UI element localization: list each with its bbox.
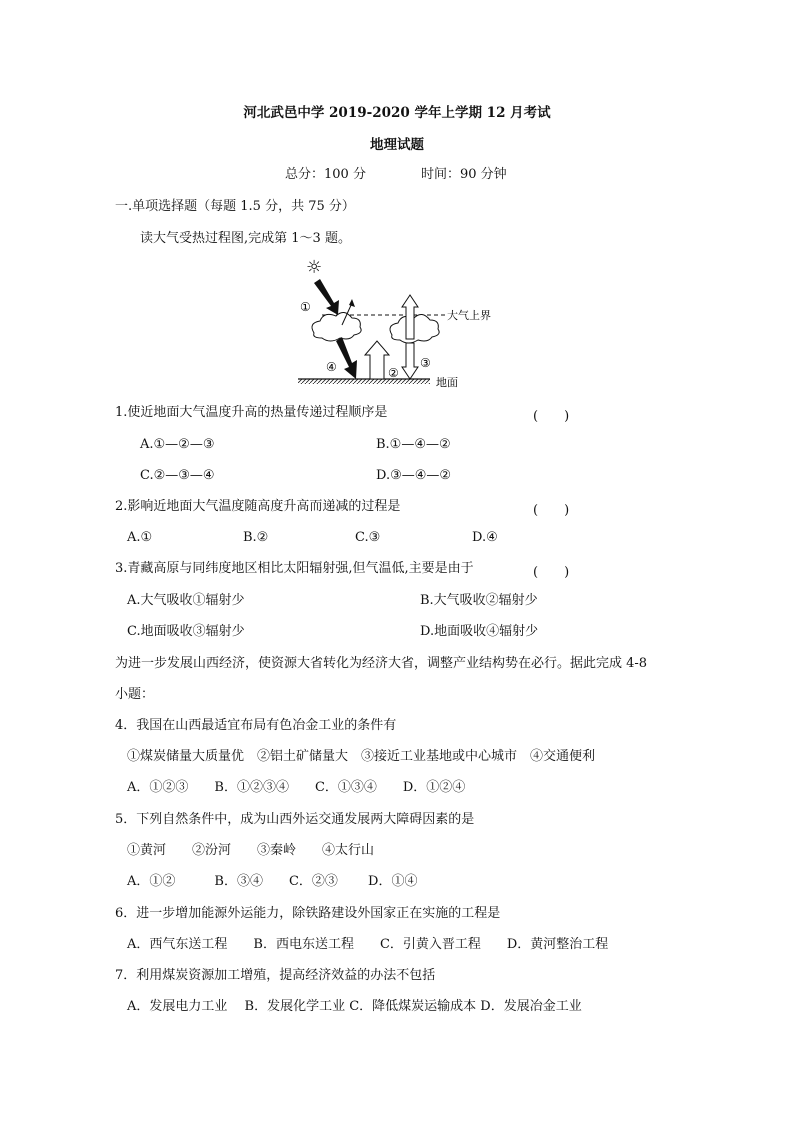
cloud-left	[312, 312, 361, 341]
ground-label: 地面	[436, 376, 458, 389]
q2-option-a: A.①	[127, 530, 153, 545]
q7-stem: 7．利用煤炭资源加工增殖，提高经济效益的办法不包括	[115, 968, 436, 983]
passage-line-2: 小题：	[115, 687, 155, 702]
q6-options: A．西气东送工程 B．西电东送工程 C．引黄入晋工程 D．黄河整治工程	[127, 937, 609, 952]
q5-stem: 5．下列自然条件中，成为山西外运交通发展两大障碍因素的是	[115, 812, 475, 827]
section-heading: 一.单项选择题（每题 1.5 分，共 75 分）	[115, 199, 355, 214]
ground-radiation-arrow	[365, 341, 389, 379]
mark-4: ④	[326, 360, 337, 374]
q1-option-b: B.①—④—②	[376, 437, 451, 452]
q1-option-d: D.③—④—②	[376, 468, 452, 483]
total-score: 总分：100 分	[285, 167, 366, 182]
q1-stem: 1.使近地面大气温度升高的热量传递过程顺序是	[115, 405, 388, 420]
q4-items: ①煤炭储量大质量优 ②铝土矿储量大 ③接近工业基地或中心城市 ④交通便利	[127, 749, 596, 764]
q1-option-a: A.①—②—③	[140, 437, 215, 452]
cloud-right	[390, 314, 439, 343]
ground-hatch	[298, 379, 430, 384]
q3-stem: 3.青藏高原与同纬度地区相比太阳辐射强,但气温低,主要是由于	[115, 561, 474, 576]
q3-option-d: D.地面吸收④辐射少	[420, 624, 539, 639]
mark-1: ①	[300, 300, 311, 314]
q3-option-c: C.地面吸收③辐射少	[127, 624, 245, 639]
q5-items: ①黄河 ②汾河 ③秦岭 ④太行山	[127, 843, 375, 858]
q4-options: A．①②③ B．①②③④ C．①③④ D．①②④	[127, 780, 466, 795]
upper-boundary-label: 大气上界	[447, 309, 491, 322]
mark-2: ②	[388, 366, 399, 380]
sun-icon: ☼	[306, 257, 323, 278]
q2-option-b: B.②	[243, 530, 269, 545]
q6-stem: 6．进一步增加能源外运能力，除铁路建设外国家正在实施的工程是	[115, 906, 501, 921]
solar-radiation-arrow	[314, 279, 339, 315]
q3-option-a: A.大气吸收①辐射少	[127, 593, 245, 608]
passage-line-1: 为进一步发展山西经济，使资源大省转化为经济大省，调整产业结构势在必行。据此完成 4-8	[115, 656, 648, 671]
q1-answer-blank: ( )	[533, 409, 570, 424]
q2-option-c: C.③	[355, 530, 381, 545]
q1-option-c: C.②—③—④	[140, 468, 215, 483]
atmosphere-heating-diagram	[290, 255, 510, 395]
q7-options: A．发展电力工业 B．发展化学工业 C．降低煤炭运输成本 D．发展冶金工业	[127, 999, 582, 1014]
counter-radiation-arrow	[402, 343, 418, 379]
section-intro: 读大气受热过程图,完成第 1～3 题。	[140, 231, 351, 246]
q3-option-b: B.大气吸收②辐射少	[420, 593, 538, 608]
exam-subject: 地理试题	[370, 137, 424, 153]
q2-answer-blank: ( )	[533, 503, 570, 518]
q5-options: A．①② B．③④ C．②③ D．①④	[127, 874, 418, 889]
mark-3: ③	[420, 356, 431, 370]
q3-answer-blank: ( )	[533, 565, 570, 580]
exam-title: 河北武邑中学 2019-2020 学年上学期 12 月考试	[243, 105, 551, 121]
q4-stem: 4．我国在山西最适宜布局有色冶金工业的条件有	[115, 718, 397, 733]
q2-stem: 2.影响近地面大气温度随高度升高而递减的过程是	[115, 499, 401, 514]
q2-option-d: D.④	[472, 530, 498, 545]
exam-time: 时间：90 分钟	[421, 167, 507, 182]
solar-to-ground-arrow	[336, 337, 357, 379]
